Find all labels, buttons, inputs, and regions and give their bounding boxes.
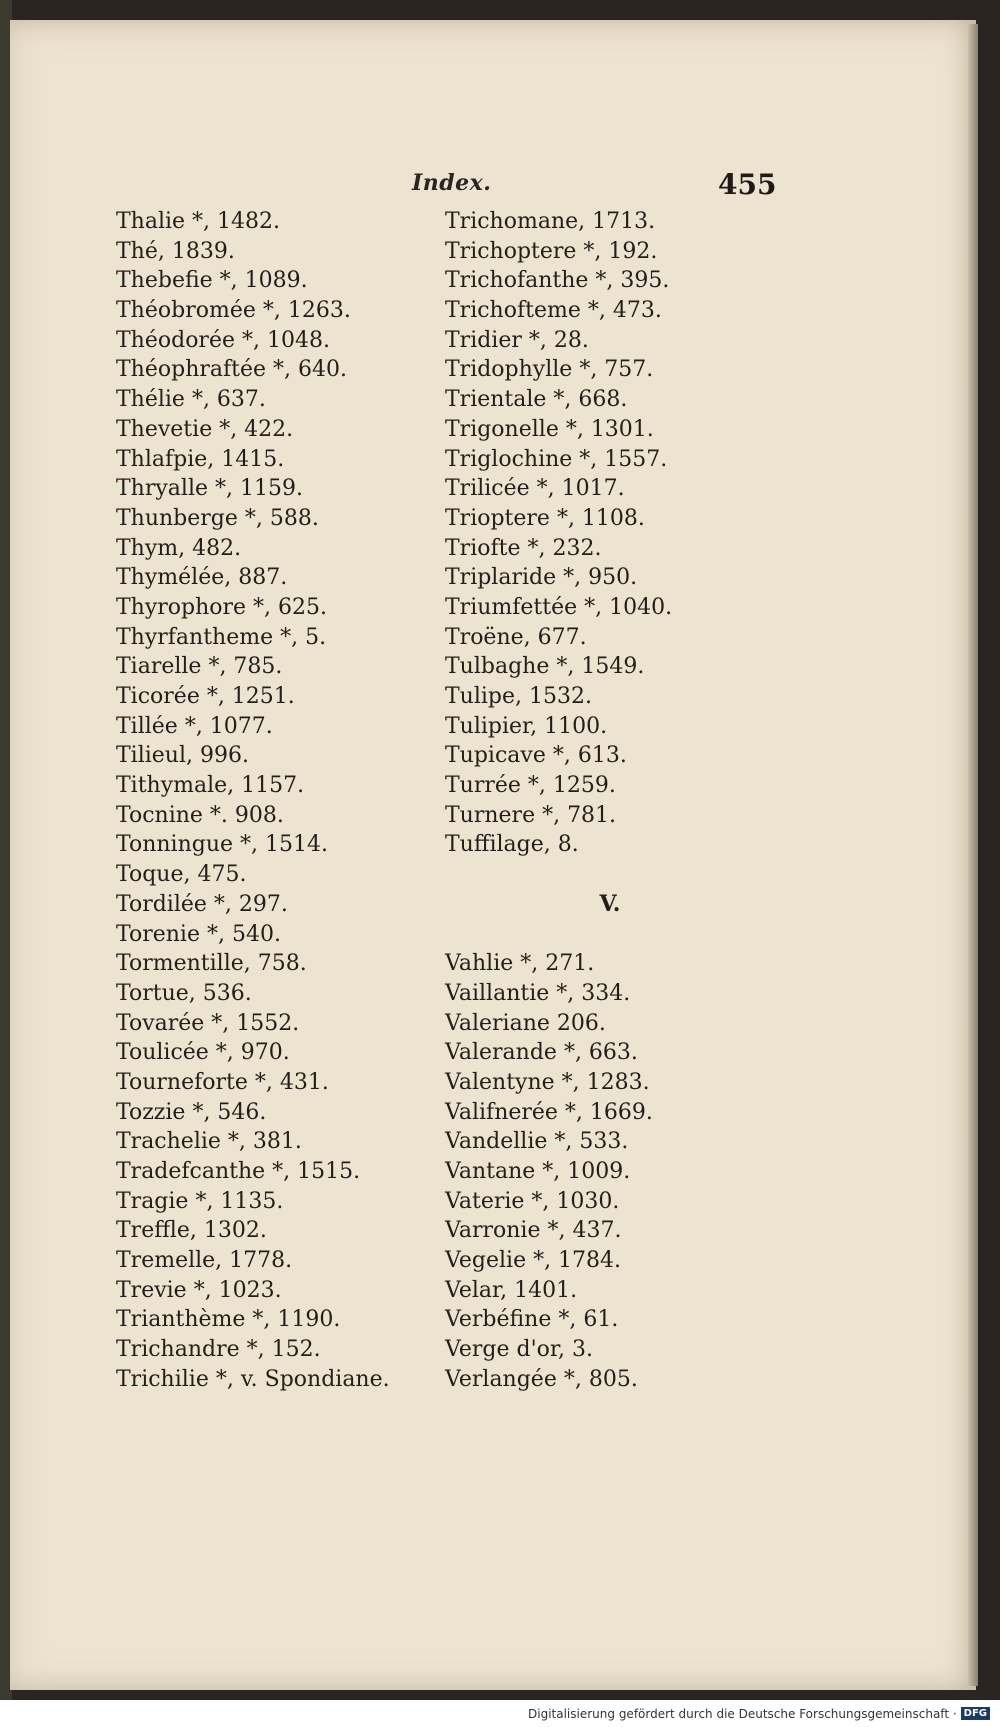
index-entry: Trianthème *, 1190. [116,1307,341,1333]
index-entries-v [445,949,775,1394]
index-entry: Tuffilage, 8. [445,832,579,858]
index-entry: Tozzie *, 546. [116,1099,267,1125]
index-entry: Théophraftée *, 640. [116,357,347,383]
index-entry: Tragie *, 1135. [116,1188,284,1214]
index-entry: Tillée *, 1077. [116,713,273,739]
index-entry: Théodorée *, 1048. [116,327,330,353]
index-entry: Trachelie *, 381. [116,1129,302,1155]
index-column-left [116,207,446,1395]
index-entry: Valerande *, 663. [445,1040,638,1066]
index-entry: Tourneforte *, 431. [116,1069,329,1095]
index-entry: Tulipe, 1532. [445,684,592,709]
index-entry: Triumfettée *, 1040. [445,594,673,620]
index-entry: Trichofteme *, 473. [445,298,662,324]
index-entry: Toulicée *, 970. [116,1040,290,1066]
index-entry: Treffle, 1302. [116,1218,267,1244]
index-entry: Thym, 482. [116,535,242,561]
index-entries-t [445,207,775,860]
index-entry: Valifnerée *, 1669. [445,1099,653,1125]
index-entry: Triofte *, 232. [445,535,602,561]
index-entry: Thymélée, 887. [116,565,288,591]
index-entry: Thebefie *, 1089. [116,268,308,294]
index-entry: Trichilie *, v. Spondiane. [116,1366,390,1392]
index-entry: Vegelie *, 1784. [445,1248,622,1274]
index-entry: Vaterie *, 1030. [445,1188,620,1214]
index-entry: Valentyne *, 1283. [445,1069,650,1095]
index-entry: Thunberge *, 588. [116,505,319,531]
index-entry: Vantane *, 1009. [445,1159,631,1184]
index-entry: Tordilée *, 297. [116,891,288,917]
index-entry: Trichofanthe *, 395. [445,268,670,294]
page-edge [968,24,978,1686]
index-entry: Vahlie *, 271. [445,951,595,977]
index-entry: Turnere *, 781. [445,802,617,828]
index-entry: Triglochine *, 1557. [445,446,668,472]
index-entry: Tilieul, 996. [116,743,249,769]
section-spacer [445,860,775,890]
index-entry: Tradefcanthe *, 1515. [116,1159,361,1184]
index-entry: Trevie *, 1023. [116,1277,282,1303]
section-letter: V. [599,890,621,917]
index-entry: Tonningue *, 1514. [116,832,328,858]
index-entry: Tithymale, 1157. [116,773,305,799]
index-entry: Torenie *, 540. [116,921,281,947]
index-column-right [445,207,775,1395]
index-entry: Tulipier, 1100. [445,713,608,739]
index-entry: Verge d'or, 3. [445,1337,593,1363]
index-entry: Turrée *, 1259. [445,773,616,799]
index-entry: Tremelle, 1778. [116,1248,293,1274]
digitization-footer [0,1700,1000,1727]
index-entry: Valeriane 206. [445,1010,606,1036]
index-entry: Tocnine *. 908. [116,802,284,828]
section-spacer [445,920,775,950]
index-entry: Tulbaghe *, 1549. [445,654,645,680]
index-entry: Thyrophore *, 625. [116,594,328,620]
index-entry: Thlafpie, 1415. [116,446,285,472]
dfg-logo: DFG [961,1707,990,1720]
running-header: Index. [412,170,492,196]
index-entry: Thalie *, 1482. [116,209,281,234]
index-entry: Thé, 1839. [116,238,235,264]
index-entry: Théobromée *, 1263. [116,298,351,324]
index-entry: Tupicave *, 613. [445,743,627,769]
index-entry: Tridier *, 28. [445,327,589,353]
index-entry: Thyrfantheme *, 5. [116,624,327,650]
index-entry: Trichoptere *, 192. [445,238,658,264]
index-entry: Tiarelle *, 785. [116,654,283,680]
index-entry: Triplaride *, 950. [445,565,638,591]
index-entry: Thélie *, 637. [116,387,266,413]
footer-credit-text: Digitalisierung gefördert durch die Deutsche Forschungsgemeinschaft · [528,1706,957,1721]
index-entry: Tortue, 536. [116,980,252,1006]
index-entry: Ticorée *, 1251. [116,684,295,709]
page-number: 455 [718,168,777,201]
index-entry: Vandellie *, 533. [445,1129,629,1155]
index-entry: Tovarée *, 1552. [116,1010,300,1036]
index-entry: Thryalle *, 1159. [116,476,303,502]
index-entry: Thevetie *, 422. [116,416,294,442]
index-entry: Tormentille, 758. [116,951,307,977]
index-entry: Trigonelle *, 1301. [445,416,654,442]
index-entry: Verlangée *, 805. [445,1366,638,1392]
index-entry: Trioptere *, 1108. [445,505,645,531]
index-entry: Trichomane, 1713. [445,209,656,234]
index-entry: Velar, 1401. [445,1277,578,1303]
index-entry: Varronie *, 437. [445,1218,622,1244]
index-entry: Toque, 475. [116,862,247,888]
index-entry: Verbéfine *, 61. [445,1307,619,1333]
index-entry: Tridophylle *, 757. [445,357,654,383]
index-entry: Trientale *, 668. [445,387,628,413]
index-entry: Troëne, 677. [445,624,587,650]
index-entry: Vaillantie *, 334. [445,980,631,1006]
index-entry: Trichandre *, 152. [116,1337,321,1363]
index-entry: Trilicée *, 1017. [445,476,625,502]
